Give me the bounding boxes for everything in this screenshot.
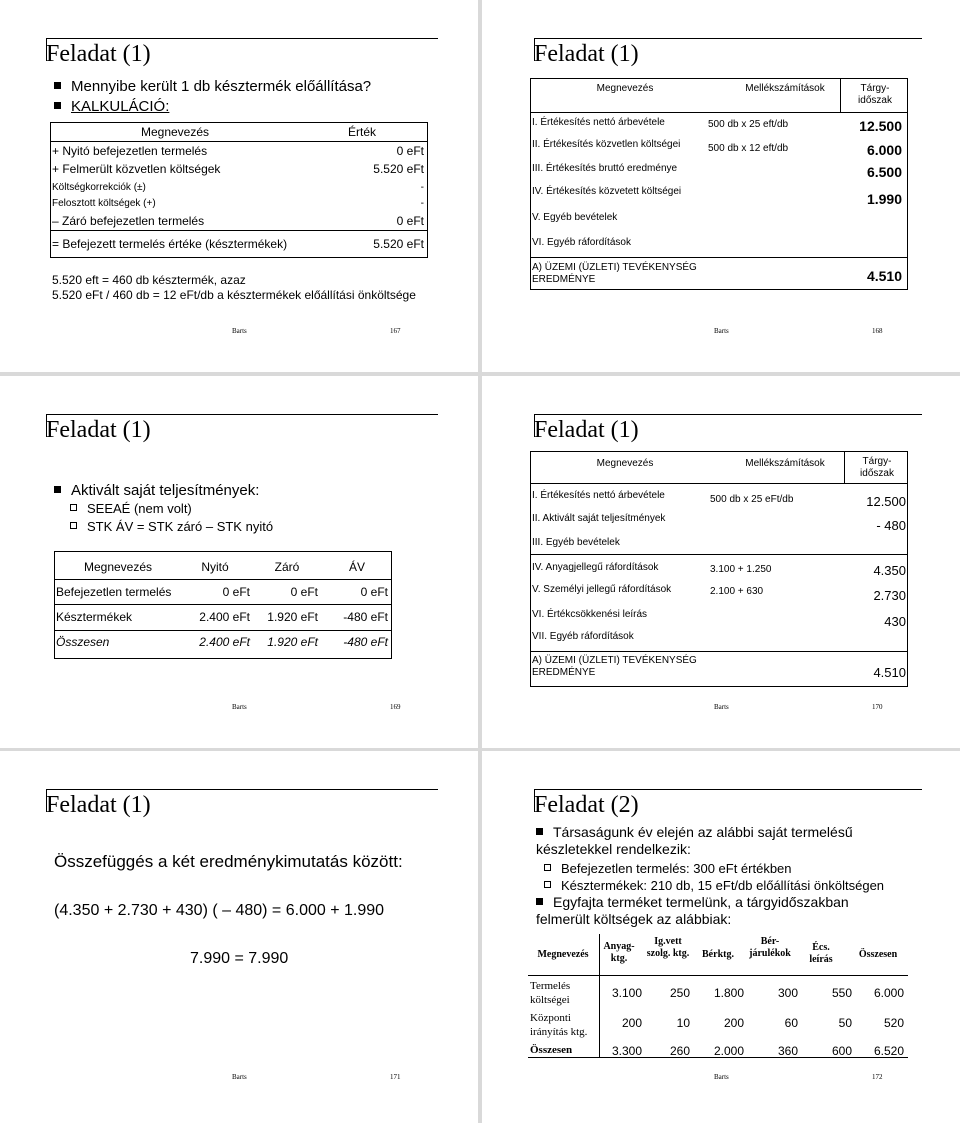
table-cell: + Felmerült közvetlen költségek <box>52 162 221 176</box>
table-header: Ig.vett szolg. ktg. <box>646 936 690 959</box>
bullet-item: Mennyibe került 1 db késztermék előállítása? <box>54 78 371 96</box>
sub-bullet-item: SEEAÉ (nem volt) <box>70 501 192 517</box>
table-cell: 6.000 <box>866 142 902 158</box>
table-cell: A) ÜZEMI (ÜZLETI) TEVÉKENYSÉG EREDMÉNYE <box>532 262 697 285</box>
table-header: Tárgy-időszak <box>858 83 892 106</box>
table-cell: 0 eFt <box>396 144 424 158</box>
table-cell: - 480 <box>876 518 906 533</box>
table-cell: - <box>420 198 424 209</box>
table-cell: Központi irányítás ktg. <box>530 1012 588 1038</box>
table-cell: 500 db x 25 eft/db <box>708 119 789 130</box>
square-bullet-icon <box>536 898 543 905</box>
title-rule <box>534 38 922 39</box>
table-cell: 1.990 <box>866 191 902 207</box>
slide-title: Feladat (2) <box>534 792 639 818</box>
table-cell: 430 <box>884 614 906 629</box>
table-cell: 12.500 <box>866 494 906 509</box>
table-cell: 260 <box>669 1044 690 1058</box>
table-cell: 3.100 <box>611 986 642 1000</box>
table-header: Érték <box>348 125 377 139</box>
income-statement-table <box>530 78 908 290</box>
table-cell: 500 db x 12 eft/db <box>708 143 789 154</box>
equation-line: (4.350 + 2.730 + 430) ( – 480) = 6.000 + 1.990 <box>54 902 385 919</box>
sub-bullet-item: Befejezetlen termelés: 300 eFt értékben <box>544 861 792 877</box>
table-cell: 0 eFt <box>222 585 250 599</box>
table-cell: V. Személyi jellegű ráfordítások <box>532 584 672 595</box>
table-header: Bérktg. <box>702 949 734 960</box>
square-bullet-icon <box>536 828 543 835</box>
table-header: Anyag-ktg. <box>603 941 635 964</box>
table-header: Megnevezés <box>140 125 210 139</box>
table-cell: 6.520 <box>873 1044 904 1058</box>
table-cell: VI. Egyéb ráfordítások <box>532 237 631 248</box>
table-cell: I. Értékesítés nettó árbevétele <box>532 117 665 128</box>
hollow-square-bullet-icon <box>544 881 551 888</box>
table-cell: I. Értékesítés nettó árbevétele <box>532 490 665 501</box>
slide-title: Feladat (1) <box>534 417 639 443</box>
slide-172 <box>482 751 960 1123</box>
table-cell: Költségkorrekciók (±) <box>52 182 146 193</box>
table-header: Megnevezés <box>596 458 654 469</box>
title-rule <box>46 414 438 415</box>
table-header: Tárgy-időszak <box>860 456 894 479</box>
slide-169 <box>0 376 478 748</box>
page-number: 169 <box>390 703 401 711</box>
table-header: Záró <box>274 560 300 574</box>
table-cell: 2.730 <box>873 588 906 603</box>
table-cell: Összesen <box>56 635 110 649</box>
title-rule <box>46 38 438 39</box>
table-cell: Felosztott költségek (+) <box>52 198 156 209</box>
table-cell: III. Egyéb bevételek <box>532 537 620 548</box>
footer-author: Barts <box>232 1073 247 1081</box>
table-cell: 250 <box>669 986 690 1000</box>
slide-title: Feladat (1) <box>534 41 639 67</box>
note-line: 5.520 eFt / 460 db = 12 eFt/db a késztermékek előállítási önköltsége <box>52 288 416 302</box>
slide-170 <box>482 376 960 748</box>
table-cell: - <box>420 182 424 193</box>
table-cell: 10 <box>676 1016 690 1030</box>
table-cell: 550 <box>831 986 852 1000</box>
table-cell: 500 db x 25 eFt/db <box>710 494 794 505</box>
table-header: Megnevezés <box>83 560 153 574</box>
slide-171 <box>0 751 478 1123</box>
table-cell: VII. Egyéb ráfordítások <box>532 631 634 642</box>
hollow-square-bullet-icon <box>70 504 77 511</box>
table-header: Mellékszámítások <box>745 83 825 94</box>
table-header: Bér-járulékok <box>749 936 791 959</box>
slide-168 <box>482 0 960 372</box>
table-cell: -480 eFt <box>343 610 388 624</box>
table-header: Mellékszámítások <box>745 458 825 469</box>
table-cell: + Nyitó befejezetlen termelés <box>52 144 208 158</box>
table-cell: 520 <box>883 1016 904 1030</box>
table-cell: 1.800 <box>713 986 744 1000</box>
table-cell: II. Aktivált saját teljesítmények <box>532 513 666 524</box>
table-cell: A) ÜZEMI (ÜZLETI) TEVÉKENYSÉG EREDMÉNYE <box>532 655 697 678</box>
table-cell: 3.300 <box>611 1044 642 1058</box>
table-cell: 2.400 eFt <box>199 635 250 649</box>
footer-author: Barts <box>714 327 729 335</box>
square-bullet-icon <box>54 82 61 89</box>
text-line: Összefüggés a két eredménykimutatás között: <box>54 852 403 871</box>
bullet-item: Aktivált saját teljesítmények: <box>54 482 259 500</box>
table-cell: 2.100 + 630 <box>710 586 764 597</box>
page-number: 172 <box>872 1073 883 1081</box>
table-cell: 60 <box>784 1016 798 1030</box>
table-cell: 50 <box>838 1016 852 1030</box>
title-rule <box>46 789 438 790</box>
bullet-item: KALKULÁCIÓ: <box>54 98 169 116</box>
hollow-square-bullet-icon <box>70 522 77 529</box>
table-cell: 4.510 <box>873 665 906 680</box>
slide-167 <box>0 0 478 372</box>
table-cell: 2.400 eFt <box>199 610 250 624</box>
table-cell: 200 <box>723 1016 744 1030</box>
table-cell: II. Értékesítés közvetlen költségei <box>532 139 681 150</box>
title-rule <box>534 789 922 790</box>
sub-bullet-item: STK ÁV = STK záró – STK nyitó <box>70 519 273 535</box>
table-cell: 0 eFt <box>396 214 424 228</box>
hollow-square-bullet-icon <box>544 864 551 871</box>
bullet-item: Egyfajta terméket termelünk, a tárgyidőszakban felmerült költségek az alábbiak: <box>536 894 849 927</box>
table-header: Écs. leírás <box>809 942 833 965</box>
title-rule <box>534 414 922 415</box>
table-cell: 6.500 <box>866 164 902 180</box>
table-cell: 0 eFt <box>360 585 388 599</box>
footer-author: Barts <box>232 703 247 711</box>
table-cell: 600 <box>831 1044 852 1058</box>
table-cell: Összesen <box>530 1044 573 1056</box>
footer-author: Barts <box>714 1073 729 1081</box>
table-cell: VI. Értékcsökkenési leírás <box>532 609 648 620</box>
table-header: Összesen <box>858 949 898 960</box>
table-cell: 1.920 eFt <box>267 635 318 649</box>
page-number: 171 <box>390 1073 401 1081</box>
table-cell: 0 eFt <box>290 585 318 599</box>
slide-title: Feladat (1) <box>46 792 151 818</box>
table-cell: Befejezetlen termelés <box>56 585 172 599</box>
footer-author: Barts <box>714 703 729 711</box>
footer-author: Barts <box>232 327 247 335</box>
table-cell: 12.500 <box>859 118 902 134</box>
sub-bullet-item: Késztermékek: 210 db, 15 eFt/db előállítási önköltségen <box>544 878 884 894</box>
table-cell: = Befejezett termelés értéke (késztermékek) <box>52 237 288 251</box>
table-cell: 1.920 eFt <box>267 610 318 624</box>
table-cell: 200 <box>621 1016 642 1030</box>
page-number: 167 <box>390 327 401 335</box>
page-number: 168 <box>872 327 883 335</box>
table-cell: Késztermékek <box>56 610 133 624</box>
table-cell: III. Értékesítés bruttó eredménye <box>532 163 678 174</box>
table-cell: 360 <box>777 1044 798 1058</box>
table-cell: 2.000 <box>713 1044 744 1058</box>
table-cell: 300 <box>777 986 798 1000</box>
table-cell: Termelés költségei <box>530 980 571 1006</box>
note-line: 5.520 eft = 460 db késztermék, azaz <box>52 273 246 287</box>
table-cell: 5.520 eFt <box>373 237 424 251</box>
table-cell: 4.350 <box>873 563 906 578</box>
table-header: Megnevezés <box>596 83 654 94</box>
square-bullet-icon <box>54 102 61 109</box>
table-cell: IV. Értékesítés közvetett költségei <box>532 186 682 197</box>
table-cell: – Záró befejezetlen termelés <box>52 214 205 228</box>
bullet-item: Társaságunk év elején az alábbi saját termelésű készletekkel rendelkezik: <box>536 824 853 857</box>
equation-result: 7.990 = 7.990 <box>190 950 289 967</box>
table-cell: -480 eFt <box>343 635 388 649</box>
slide-title: Feladat (1) <box>46 417 151 443</box>
table-header: Megnevezés <box>537 949 589 960</box>
table-header: Nyitó <box>201 560 229 574</box>
table-cell: 6.000 <box>873 986 904 1000</box>
table-header: ÁV <box>348 560 365 574</box>
square-bullet-icon <box>54 486 61 493</box>
page-number: 170 <box>872 703 883 711</box>
table-cell: V. Egyéb bevételek <box>532 212 618 223</box>
table-cell: IV. Anyagjellegű ráfordítások <box>532 562 659 573</box>
slide-title: Feladat (1) <box>46 41 151 67</box>
table-cell: 3.100 + 1.250 <box>710 564 772 575</box>
table-cell: 4.510 <box>866 268 902 284</box>
table-cell: 5.520 eFt <box>373 162 424 176</box>
